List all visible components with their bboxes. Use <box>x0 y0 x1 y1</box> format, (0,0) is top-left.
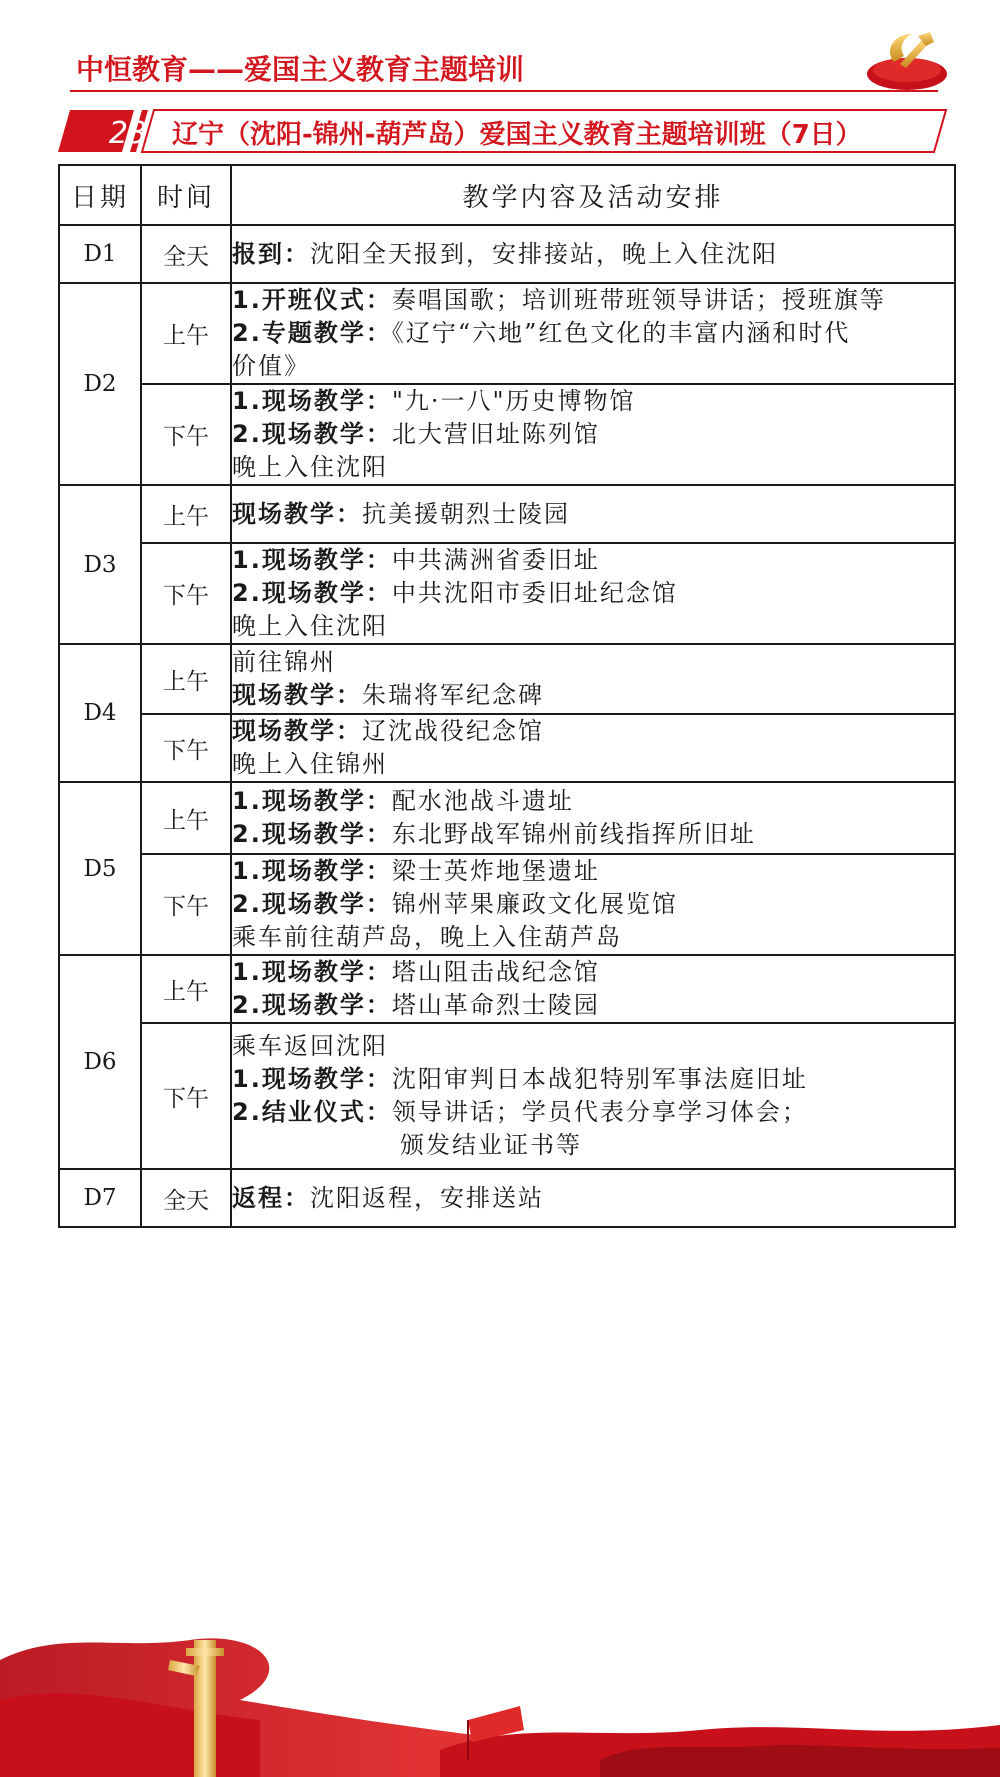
content-cell <box>231 384 955 485</box>
content-text: "九·一八"历史博物馆 <box>391 387 636 415</box>
content-label: 2.现场教学： <box>232 579 392 607</box>
content-line <box>232 544 954 577</box>
content-cell <box>231 782 955 854</box>
time-cell: 全天 <box>141 1169 231 1227</box>
table-row <box>59 485 955 543</box>
content-cell <box>231 1169 955 1227</box>
content-cell <box>231 955 955 1023</box>
day-cell: D4 <box>59 644 141 782</box>
content-text: 锦州苹果廉政文化展览馆 <box>391 890 678 918</box>
content-line <box>232 679 954 712</box>
content-line <box>232 1096 954 1129</box>
time-cell: 下午 <box>141 384 231 485</box>
table-row <box>59 384 955 485</box>
content-line <box>232 498 954 531</box>
content-line <box>232 577 954 610</box>
table-row <box>59 955 955 1023</box>
content-text: 沈阳返程，安排送站 <box>310 1183 544 1212</box>
content-line <box>232 785 954 818</box>
header-date: 日期 <box>59 165 141 225</box>
content-label: 现场教学： <box>232 681 362 709</box>
content-text: 中共满洲省委旧址 <box>391 546 600 574</box>
time-cell: 下午 <box>141 854 231 955</box>
time-cell: 下午 <box>141 714 231 782</box>
content-label: 现场教学： <box>232 717 362 745</box>
content-line <box>232 1063 954 1096</box>
content-label: 返程： <box>232 1183 310 1212</box>
content-label: 2.现场教学： <box>232 890 392 918</box>
content-label: 1.现场教学： <box>232 787 392 815</box>
content-label: 1.现场教学： <box>232 387 392 415</box>
content-line <box>232 646 954 679</box>
content-label: 2.结业仪式： <box>232 1098 392 1126</box>
content-line <box>232 818 954 851</box>
content-label: 2.现场教学： <box>232 991 392 1019</box>
content-cell <box>231 854 955 955</box>
content-text: 东北野战军锦州前线指挥所旧址 <box>391 820 756 848</box>
content-text: 辽沈战役纪念馆 <box>362 717 544 745</box>
content-line <box>232 921 954 954</box>
content-cell <box>231 283 955 384</box>
content-text: 梁士英炸地堡遗址 <box>391 857 600 885</box>
content-text: 塔山革命烈士陵园 <box>391 991 600 1019</box>
content-line <box>232 715 954 748</box>
content-text: 奏唱国歌；培训班带班领导讲话；授班旗等 <box>391 286 886 314</box>
content-line <box>232 1030 954 1063</box>
content-text: 乘车前往葫芦岛，晚上入住葫芦岛 <box>232 923 622 951</box>
content-line <box>232 385 954 418</box>
content-label: 2.现场教学： <box>232 420 392 448</box>
content-label: 报到： <box>232 239 310 268</box>
party-emblem-icon <box>864 24 950 94</box>
content-cell <box>231 644 955 714</box>
banner-number: 23 <box>108 116 148 151</box>
content-line <box>232 238 954 271</box>
header-rule <box>70 90 938 92</box>
content-text: 前往锦州 <box>232 648 336 676</box>
day-cell: D3 <box>59 485 141 644</box>
day-cell: D2 <box>59 283 141 485</box>
content-label: 1.现场教学： <box>232 1065 392 1093</box>
table-row <box>59 1169 955 1227</box>
header-time: 时间 <box>141 165 231 225</box>
time-cell: 全天 <box>141 225 231 283</box>
content-text: 塔山阻击战纪念馆 <box>391 958 600 986</box>
schedule-body <box>59 225 955 1227</box>
content-text: 乘车返回沈阳 <box>232 1032 388 1060</box>
table-row <box>59 283 955 384</box>
content-text: 颁发结业证书等 <box>400 1131 582 1159</box>
content-cell <box>231 485 955 543</box>
time-cell: 下午 <box>141 1023 231 1169</box>
table-row <box>59 644 955 714</box>
content-cell <box>231 1023 955 1169</box>
time-cell: 上午 <box>141 283 231 384</box>
content-label: 2.现场教学： <box>232 820 392 848</box>
content-label: 2.专题教学： <box>232 319 392 347</box>
time-cell: 上午 <box>141 782 231 854</box>
content-text: 晚上入住锦州 <box>232 750 388 778</box>
content-line <box>232 748 954 781</box>
day-cell: D5 <box>59 782 141 955</box>
content-cell <box>231 714 955 782</box>
table-header-row <box>59 165 955 225</box>
table-row <box>59 782 955 854</box>
content-label: 1.现场教学： <box>232 857 392 885</box>
time-cell: 上午 <box>141 644 231 714</box>
content-text: 晚上入住沈阳 <box>232 612 388 640</box>
table-row <box>59 714 955 782</box>
content-text: 朱瑞将军纪念碑 <box>362 681 544 709</box>
time-cell: 下午 <box>141 543 231 644</box>
day-cell: D1 <box>59 225 141 283</box>
content-text: 沈阳全天报到，安排接站，晚上入住沈阳 <box>310 239 778 268</box>
content-text: 价值》 <box>232 352 310 380</box>
content-line <box>232 284 954 317</box>
content-text: 领导讲话；学员代表分享学习体会； <box>391 1098 808 1126</box>
time-cell: 上午 <box>141 955 231 1023</box>
content-line <box>232 888 954 921</box>
content-text: 北大营旧址陈列馆 <box>391 420 600 448</box>
content-cell <box>231 225 955 283</box>
banner-title: 辽宁（沈阳-锦州-葫芦岛）爱国主义教育主题培训班（7日） <box>172 120 862 150</box>
content-line <box>232 855 954 888</box>
table-row <box>59 543 955 644</box>
table-row <box>59 1023 955 1169</box>
table-row <box>59 854 955 955</box>
header-content: 教学内容及活动安排 <box>231 165 955 225</box>
time-cell: 上午 <box>141 485 231 543</box>
content-text: 《辽宁“六地”红色文化的丰富内涵和时代 <box>391 319 851 347</box>
content-text: 晚上入住沈阳 <box>232 453 388 481</box>
page-header-title: 中恒教育——爱国主义教育主题培训 <box>76 53 525 86</box>
content-line <box>232 1182 954 1215</box>
content-label: 1.现场教学： <box>232 546 392 574</box>
content-text: 配水池战斗遗址 <box>391 787 574 815</box>
day-cell: D6 <box>59 955 141 1169</box>
content-line <box>232 317 954 350</box>
content-line <box>232 956 954 989</box>
content-text: 抗美援朝烈士陵园 <box>362 499 570 528</box>
content-line <box>232 350 954 383</box>
day-cell: D7 <box>59 1169 141 1227</box>
content-line <box>232 610 954 643</box>
content-label: 1.现场教学： <box>232 958 392 986</box>
content-text: 沈阳审判日本战犯特别军事法庭旧址 <box>391 1065 808 1093</box>
schedule-table <box>58 164 956 1228</box>
content-line <box>232 451 954 484</box>
table-row <box>59 225 955 283</box>
content-line <box>232 418 954 451</box>
content-line <box>232 989 954 1022</box>
content-text: 中共沈阳市委旧址纪念馆 <box>391 579 678 607</box>
footer-decoration <box>0 1620 1000 1777</box>
content-cell <box>231 543 955 644</box>
content-label: 1.开班仪式： <box>232 286 392 314</box>
content-line <box>232 1129 954 1162</box>
content-label: 现场教学： <box>232 499 362 528</box>
